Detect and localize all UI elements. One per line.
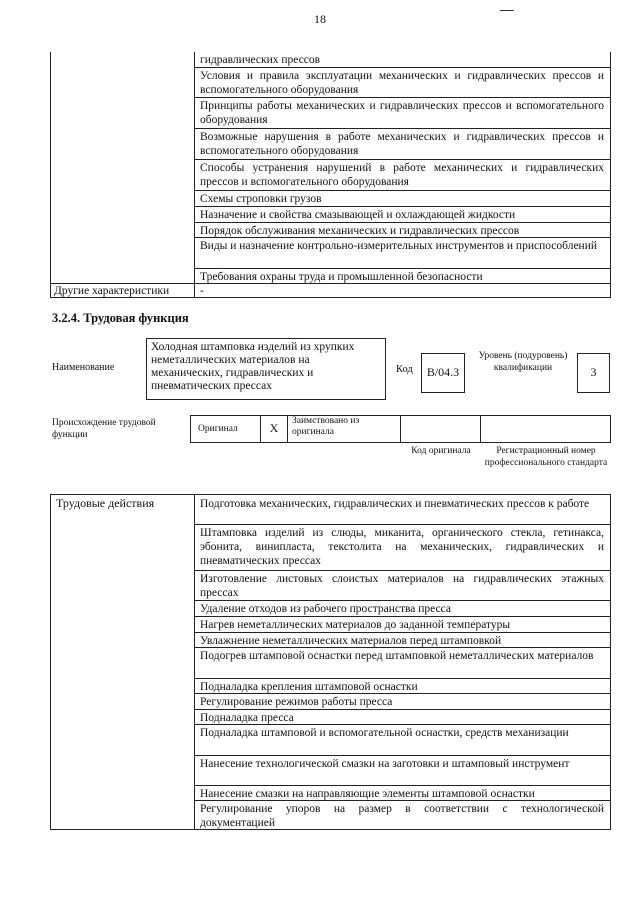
action-row: Регулирование режимов работы пресса: [194, 693, 610, 709]
knowledge-row: Порядок обслуживания механических и гидравлических прессов: [194, 222, 610, 237]
code-original-caption: Код оригинала: [411, 446, 471, 456]
knowledge-row: Принципы работы механических и гидравлических прессов и вспомогательного оборудования: [194, 97, 610, 128]
level-label: Уровень (подуровень) квалификации: [478, 351, 568, 373]
action-row: Нанесение смазки на направляющие элементы штамповой оснастки: [194, 785, 610, 800]
knowledge-row: Схемы строповки грузов: [194, 190, 610, 206]
action-row: Штамповка изделий из слюды, миканита, органического стекла, гетинакса, эбонита, винипласта, текстолита на механических, гидравлических и пневматических прессах: [194, 524, 610, 570]
origin-divider: [400, 415, 401, 443]
action-row: Подналадка пресса: [194, 709, 610, 724]
origin-divider: [260, 415, 261, 443]
action-row: Нанесение технологической смазки на заготовки и штамповый инструмент: [194, 755, 610, 785]
action-row: Удаление отходов из рабочего пространства пресса: [194, 600, 610, 616]
original-label: Оригинал: [198, 424, 238, 434]
action-row: Подготовка механических, гидравлических и пневматических прессов к работе: [200, 498, 590, 510]
code-label: Код: [396, 364, 413, 375]
other-characteristics-label: Другие характеристики: [54, 285, 170, 297]
knowledge-row: Возможные нарушения в работе механических и гидравлических прессов и вспомогательного оборудования: [194, 128, 610, 159]
action-row: Подналадка штамповой и вспомогательной оснастки, средств механизации: [194, 724, 610, 755]
action-row: Регулирование упоров на размер в соответствии с технологической документацией: [194, 800, 610, 830]
origin-divider: [480, 415, 481, 443]
section-heading: 3.2.4. Трудовая функция: [52, 311, 189, 325]
knowledge-row: Условия и правила эксплуатации механических и гидравлических прессов и вспомогательного оборудования: [194, 67, 610, 97]
reg-number-caption: Регистрационный номер профессионального стандарта: [484, 446, 608, 468]
knowledge-row: Способы устранения нарушений в работе механических и гидравлических прессов и вспомогательного оборудования: [194, 159, 610, 190]
knowledge-row: гидравлических прессов: [200, 54, 321, 66]
action-row: Подогрев штамповой оснастки перед штамповкой неметаллических материалов: [194, 647, 610, 678]
knowledge-row: Назначение и свойства смазывающей и охлаждающей жидкости: [194, 206, 610, 222]
original-mark: X: [269, 421, 279, 435]
code-box: В/04.3: [421, 353, 465, 393]
borrowed-label: Заимствовано из оригинала: [292, 416, 360, 437]
name-label: Наименование: [52, 362, 115, 373]
knowledge-row: Виды и назначение контрольно-измерительных инструментов и приспособлений: [194, 237, 610, 268]
action-row: Изготовление листовых слоистых материалов на гидравлических этажных прессах: [194, 570, 610, 600]
origin-label: Происхождение трудовой функции: [52, 418, 156, 440]
page-number: 18: [314, 12, 326, 26]
action-row: Увлажнение неметаллических материалов перед штамповкой: [194, 632, 610, 647]
actions-label: Трудовые действия: [56, 496, 155, 510]
level-box: 3: [577, 353, 610, 393]
action-row: Нагрев неметаллических материалов до заданной температуры: [194, 616, 610, 632]
knowledge-row: Требования охраны труда и промышленной безопасности: [194, 268, 610, 283]
action-row: Подналадка крепления штамповой оснастки: [194, 678, 610, 693]
corner-dash: [500, 10, 514, 11]
other-characteristics-value: -: [200, 285, 204, 297]
function-name-box: Холодная штамповка изделий из хрупких неметаллических материалов на механических, гидравлических и пневматических прессах: [146, 338, 386, 400]
origin-divider: [287, 415, 288, 443]
